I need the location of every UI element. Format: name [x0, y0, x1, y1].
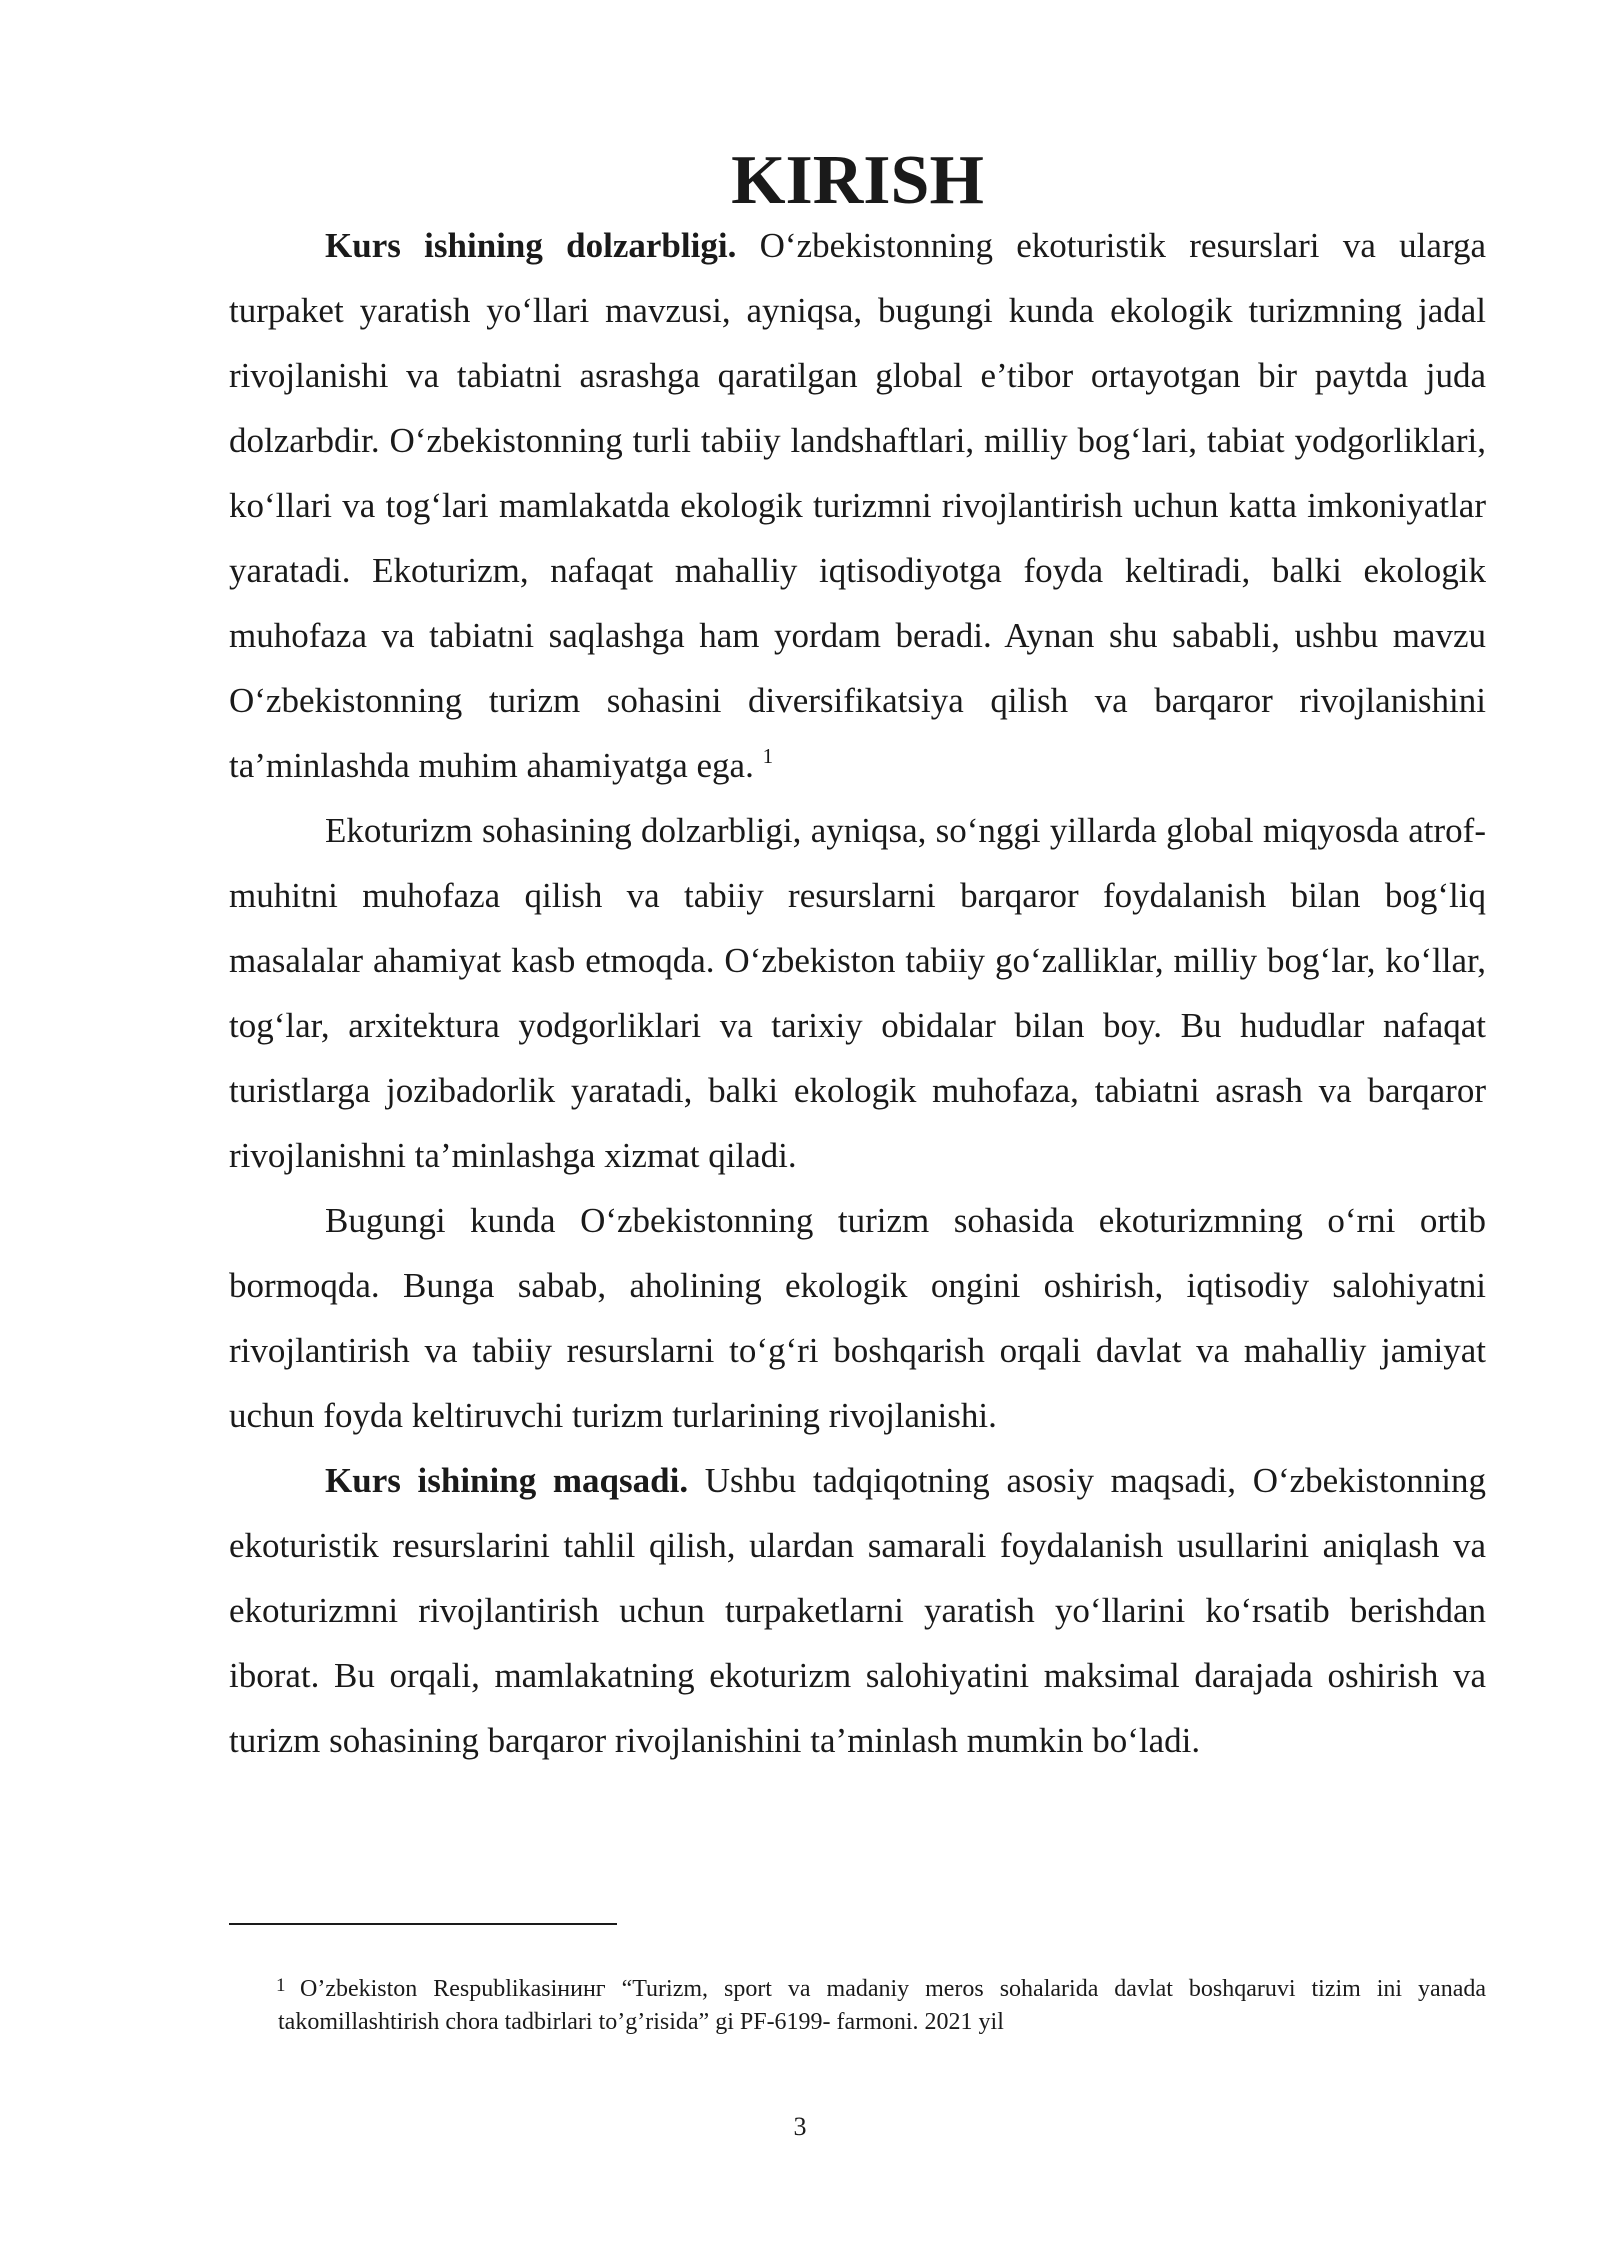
footnote-reference[interactable]: 1 [762, 744, 774, 768]
paragraph-lead: Kurs ishining maqsadi. [325, 1461, 689, 1500]
paragraph-ecotourism-relevance [229, 798, 1486, 1188]
paragraph-relevance [229, 213, 1486, 798]
paragraph-lead: Kurs ishining dolzarbligi. [325, 226, 737, 265]
footnote-separator [229, 1923, 617, 1925]
footnote-text: O’zbekiston Respublikasiнинг “Turizm, sport va madaniy meros sohalarida davlat boshqaruvi tizim ini yanada takomillashtirish chora tadbirlari to’g’risida” gi PF-6199- farmoni. 2021 yil [278, 1976, 1486, 2035]
page-number: 3 [793, 2112, 807, 2141]
footnote-mark: 1 [276, 1975, 286, 1996]
section-heading: KIRISH [731, 142, 984, 219]
footnote [278, 1973, 1486, 2039]
paragraph-text: Ekoturizm sohasining dolzarbligi, ayniqsa, so‘nggi yillarda global miqyosda atrof-muhitni muhofaza qilish va tabiiy resurslarni barqaror foydalanish bilan bog‘liq masalalar ahamiyat kasb etmoqda. O‘zbekiston tabiiy go‘zalliklar, milliy bog‘lar, ko‘llar, tog‘lar, arxitektura yodgorliklari va tarixiy obidalar bilan boy. Bu hududlar nafaqat turistlarga jozibadorlik yaratadi, balki ekologik muhofaza, tabiatni asrash va barqaror rivojlanishni ta’minlashga xizmat qiladi. [229, 811, 1486, 1175]
paragraph-text: Bugungi kunda O‘zbekistonning turizm sohasida ekoturizmning o‘rni ortib bormoqda. Bunga sabab, aholining ekologik ongini oshirish, iqtisodiy salohiyatni rivojlantirish va tabiiy resurslarni to‘g‘ri boshqarish orqali davlat va mahalliy jamiyat uchun foyda keltiruvchi turizm turlarining rivojlanishi. [229, 1201, 1486, 1435]
paragraph-text: Ushbu tadqiqotning asosiy maqsadi, O‘zbekistonning ekoturistik resurslarini tahlil qilish, ulardan samarali foydalanish usullarini aniqlash va ekoturizmni rivojlantirish uchun turpaketlarni yaratish yo‘llarini ko‘rsatib berishdan iborat. Bu orqali, mamlakatning ekoturizm salohiyatini maksimal darajada oshirish va turizm sohasining barqaror rivojlanishini ta’minlash mumkin bo‘ladi. [229, 1461, 1486, 1760]
main-text [229, 142, 1487, 1773]
paragraph-goal [229, 1448, 1486, 1773]
paragraph-ecotourism-role [229, 1188, 1486, 1448]
paragraph-text: O‘zbekistonning ekoturistik resurslari va ularga turpaket yaratish yo‘llari mavzusi, ayniqsa, bugungi kunda ekologik turizmning jadal rivojlanishi va tabiatni asrashga qaratilgan global e’tibor ortayotgan bir paytda juda dolzarbdir. O‘zbekistonning turli tabiiy landshaftlari, milliy bog‘lari, tabiat yodgorliklari, ko‘llari va tog‘lari mamlakatda ekologik turizmni rivojlantirish uchun katta imkoniyatlar yaratadi. Ekoturizm, nafaqat mahalliy iqtisodiyotga foyda keltiradi, balki ekologik muhofaza va tabiatni saqlashga ham yordam beradi. Aynan shu sababli, ushbu mavzu O‘zbekistonning turizm sohasini diversifikatsiya qilish va barqaror rivojlanishini ta’minlashda muhim ahamiyatga ega. [229, 226, 1487, 785]
